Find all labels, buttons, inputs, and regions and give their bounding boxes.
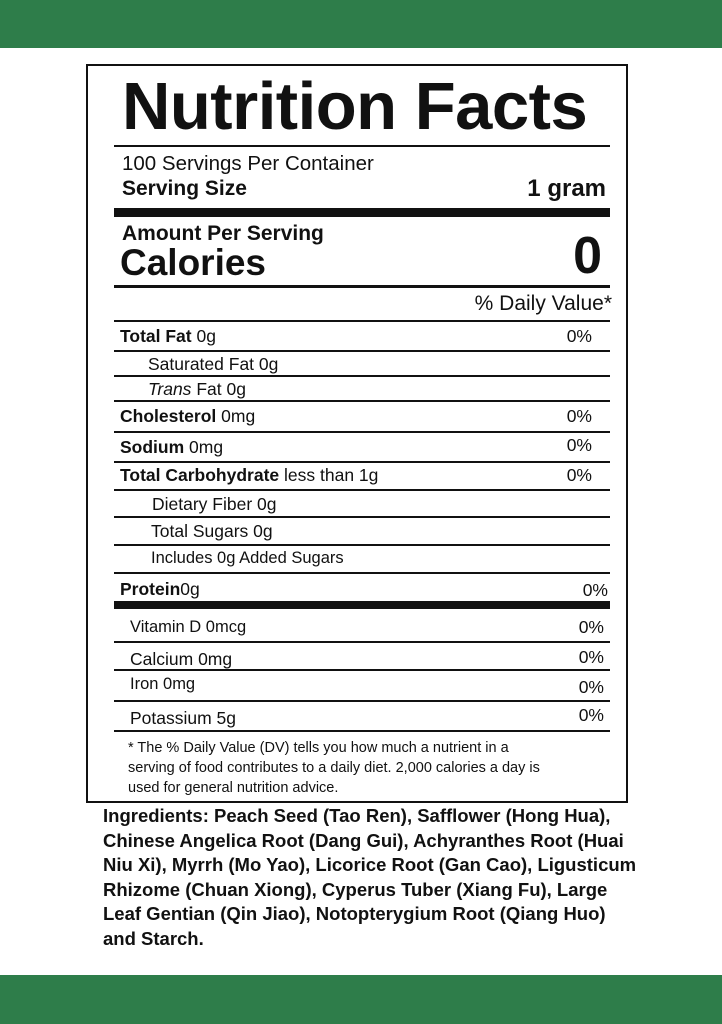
nutrient-name: Sodium (120, 437, 185, 457)
nutrient-name: Protein (120, 579, 181, 599)
nutrient-name: Total Carbohydrate (120, 465, 280, 485)
thick-divider (114, 208, 610, 217)
nutrient-amount: 0mg (189, 437, 224, 457)
bottom-green-band (0, 975, 722, 1024)
thick-divider (114, 601, 610, 609)
medium-divider (114, 285, 610, 288)
calories-value: 0 (573, 227, 602, 285)
vitamin-dv: 0% (578, 705, 604, 725)
label-title: Nutrition Facts (122, 69, 588, 144)
serving-size-value: 1 gram (527, 175, 606, 202)
nutrient-row-sodium (120, 437, 223, 458)
nutrient-row-cholesterol (120, 406, 255, 427)
calories-label: Calories (120, 242, 267, 283)
daily-value-header: % Daily Value* (474, 292, 612, 315)
nutrient-name: Fat 0g (196, 379, 246, 399)
amount-per-serving: Amount Per Serving (122, 222, 324, 245)
divider (114, 461, 610, 463)
divider (114, 516, 610, 518)
nutrient-row-protein (120, 579, 200, 600)
nutrient-name: Total Fat (120, 326, 192, 346)
nutrient-dv: 0% (566, 326, 592, 346)
vitamin-row-vitamin-d: Vitamin D 0mcg (130, 618, 247, 636)
nutrient-dv: 0% (566, 435, 592, 455)
divider (114, 400, 610, 402)
nutrient-row-total-fat (120, 326, 216, 347)
divider (114, 145, 610, 147)
trans-label: Trans (148, 379, 192, 399)
nutrient-amount: less than 1g (284, 465, 379, 485)
top-green-band (0, 0, 722, 48)
vitamin-dv: 0% (578, 647, 604, 667)
divider (114, 572, 610, 574)
nutrient-amount: 0g (196, 326, 216, 346)
nutrient-dv: 0% (582, 580, 608, 600)
nutrient-row-added-sugars: Includes 0g Added Sugars (151, 549, 344, 567)
nutrient-row-total-carbohydrate (120, 465, 378, 486)
servings-per-container: 100 Servings Per Container (122, 152, 374, 175)
vitamin-row-iron: Iron 0mg (130, 675, 196, 693)
divider (114, 544, 610, 546)
nutrient-amount: 0g (180, 579, 200, 599)
divider (114, 669, 610, 671)
divider (114, 320, 610, 322)
nutrient-dv: 0% (566, 406, 592, 426)
daily-value-footnote: * The % Daily Value (DV) tells you how much a nutrient in a serving of food contributes to a daily diet. 2,000 calories a day is used for general nutrition advice. (128, 740, 540, 796)
nutrient-row-trans-fat (148, 379, 246, 400)
nutrient-name: Cholesterol (120, 406, 217, 426)
nutrient-row-total-sugars: Total Sugars 0g (151, 521, 273, 541)
divider (114, 350, 610, 352)
nutrient-row-saturated-fat: Saturated Fat 0g (148, 354, 279, 374)
vitamin-dv: 0% (578, 617, 604, 637)
ingredients-list: Ingredients: Peach Seed (Tao Ren), Safflower (Hong Hua), Chinese Angelica Root (Dang Gui), Achyranthes Root (Huai Niu Xi), Myrrh (Mo Yao), Licorice Root (Gan Cao), Ligusticum Rhizome (Chuan Xiong), Cyperus Tuber (Xiang Fu), Large Leaf Gentian (Qin Jiao), Notopterygium Root (Qiang Huo) and Starch. (103, 805, 637, 949)
nutrient-dv: 0% (566, 465, 592, 485)
divider (114, 700, 610, 702)
vitamin-row-calcium: Calcium 0mg (130, 649, 233, 669)
divider (114, 489, 610, 491)
nutrient-amount: 0mg (221, 406, 256, 426)
nutrient-row-dietary-fiber: Dietary Fiber 0g (152, 494, 277, 514)
divider (114, 730, 610, 732)
serving-size-label: Serving Size (122, 177, 247, 200)
vitamin-row-potassium: Potassium 5g (130, 708, 237, 728)
nutrition-facts-label (86, 64, 628, 803)
divider (114, 375, 610, 377)
divider (114, 641, 610, 643)
divider (114, 431, 610, 433)
vitamin-dv: 0% (578, 677, 604, 697)
